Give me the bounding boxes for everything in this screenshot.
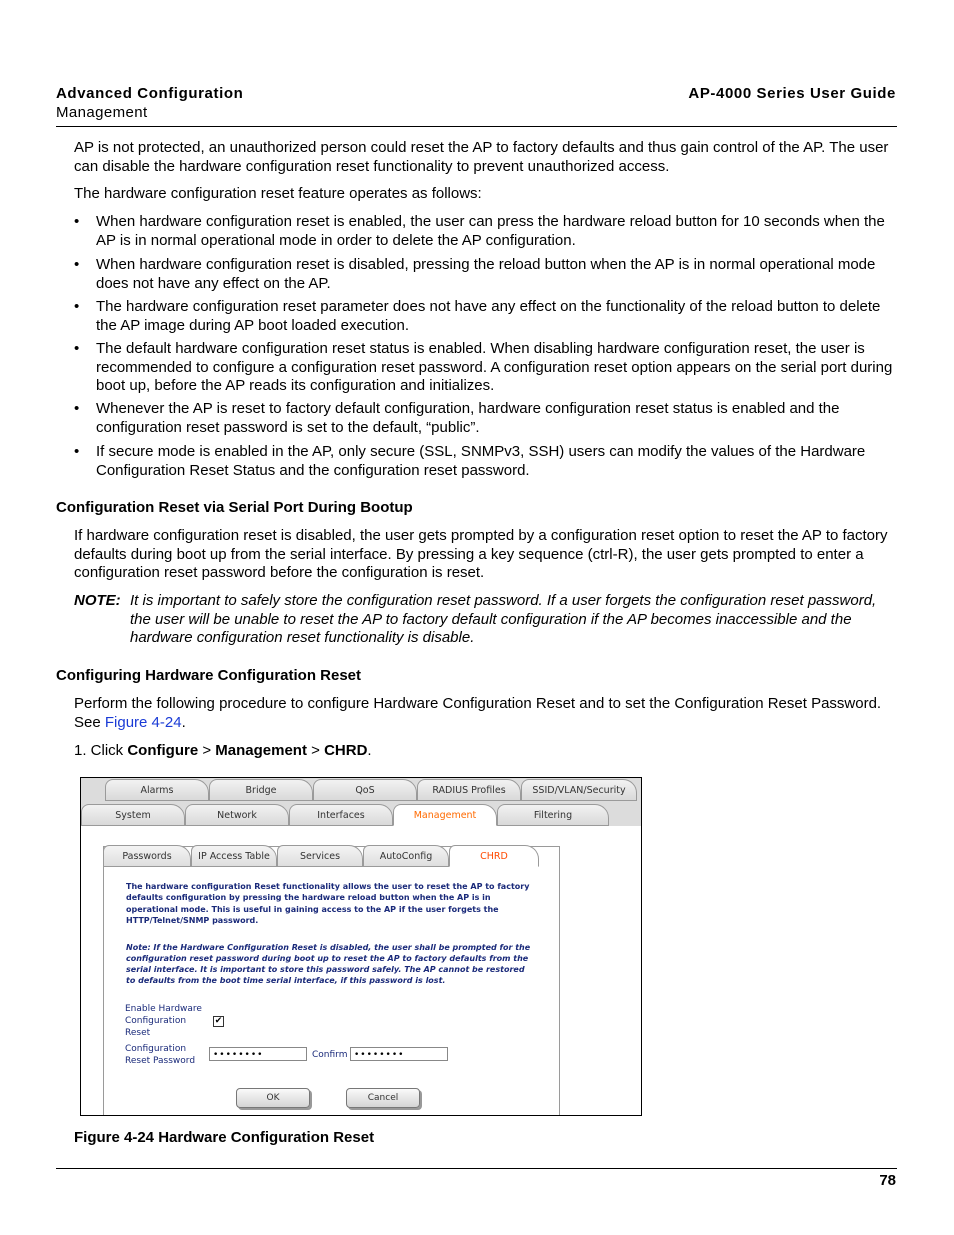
tab-system[interactable]: System: [81, 804, 185, 826]
chrd-screenshot: [80, 777, 642, 1116]
operates-paragraph: The hardware configuration reset feature operates as follows:: [74, 185, 482, 202]
tab-interfaces[interactable]: Interfaces: [289, 804, 393, 826]
step-1: [74, 742, 900, 761]
procedure-paragraph: [74, 695, 900, 732]
subtab-services[interactable]: Services: [277, 845, 363, 867]
bullet-text: If secure mode is enabled in the AP, only secure (SSL, SNMPv3, SSH) users can modify the values of the Hardware Configuration Reset Status and the configuration reset password.: [96, 443, 866, 479]
bullet-text: When hardware configuration reset is enabled, the user can press the hardware reload button for 10 seconds when the AP is in normal operational mode in order to delete the AP configuration.: [96, 213, 885, 249]
tab-alarms[interactable]: Alarms: [105, 779, 209, 801]
bullet-text: Whenever the AP is reset to factory default configuration, hardware configuration reset status is enabled and the configuration reset password is set to the default, “public”.: [96, 400, 840, 436]
note-block: [74, 592, 900, 648]
step-separator: >: [198, 742, 216, 759]
bullet-text: When hardware configuration reset is disabled, pressing the reload button when the AP is in normal operational mode does not have any effect on the AP.: [96, 256, 876, 292]
heading-configuring: Configuring Hardware Configuration Reset: [56, 667, 362, 684]
procedure-text: Perform the following procedure to configure Hardware Configuration Reset and to set the Configuration Reset Password. See: [74, 695, 882, 731]
step-end: .: [367, 742, 372, 759]
header-section: Advanced Configuration: [56, 85, 244, 102]
intro-paragraph: AP is not protected, an unauthorized person could reset the AP to factory defaults and thus gain control of the AP. The user can disable the hardware configuration reset functionality to prevent unauthorized access.: [74, 139, 889, 175]
cancel-button[interactable]: Cancel: [346, 1088, 420, 1108]
step-chrd: CHRD: [324, 742, 368, 759]
tab-management[interactable]: Management: [393, 804, 497, 826]
bullet-item: • The default hardware configuration reset status is enabled. When disabling hardware configuration reset, the user is recommended to configure a configuration reset password. A configuration reset option appears on the serial port during boot up, before the AP reads its configuration and initializes.: [74, 340, 900, 396]
reset-password-input[interactable]: ••••••••: [209, 1047, 307, 1061]
chrd-description: The hardware configuration Reset functionality allows the user to reset the AP to factory defaults configuration by pressing the hardware reload button when the AP is in operational mode. This is useful in gaining access to the AP if the user forgets the HTTP/Telnet/SNMP password.: [126, 882, 530, 925]
page-number: 78: [879, 1172, 896, 1189]
figure-link[interactable]: Figure 4-24: [104, 713, 182, 731]
subtab-autoconfig[interactable]: AutoConfig: [363, 845, 449, 867]
bullet-text: The default hardware configuration reset status is enabled. When disabling hardware configuration reset, the user is recommended to configure a configuration reset password. A configuration reset option appears on the serial port during boot up, before the AP reads its configuration and initializes.: [96, 340, 893, 395]
chrd-note: Note: If the Hardware Configuration Reset is disabled, the user shall be prompted for the configuration reset password during boot up to reset the AP to factory defaults from the serial interface. It is important to store this password safely. The AP cannot be restored to defaults from the boot time serial interface, if this password is lost.: [126, 943, 531, 985]
step-configure: Configure: [127, 742, 199, 759]
bullet-item: • When hardware configuration reset is disabled, pressing the reload button when the AP is in normal operational mode does not have any effect on the AP.: [74, 256, 900, 293]
ok-button[interactable]: OK: [236, 1088, 310, 1108]
note-label: NOTE:: [74, 592, 121, 609]
reset-password-label: Configuration Reset Password: [125, 1044, 196, 1066]
bullet-item: • If secure mode is enabled in the AP, only secure (SSL, SNMPv3, SSH) users can modify the values of the Hardware Configuration Reset Status and the configuration reset password.: [74, 443, 900, 480]
bullet-text: The hardware configuration reset parameter does not have any effect on the functionality of the reload button to delete the AP image during AP boot loaded execution.: [96, 298, 881, 334]
confirm-password-input[interactable]: ••••••••: [350, 1047, 448, 1061]
figure-caption: Figure 4-24 Hardware Configuration Reset: [74, 1129, 375, 1146]
bullet-item: • Whenever the AP is reset to factory default configuration, hardware configuration reset status is enabled and the configuration reset password is set to the default, “public”.: [74, 400, 900, 437]
subtab-passwords[interactable]: Passwords: [103, 845, 191, 867]
bullet-item: • When hardware configuration reset is enabled, the user can press the hardware reload button for 10 seconds when the AP is in normal operational mode in order to delete the AP configuration.: [74, 213, 900, 250]
step-management: Management: [215, 742, 307, 759]
procedure-end: .: [181, 713, 186, 731]
header-rule: [56, 126, 897, 127]
tab-bridge[interactable]: Bridge: [209, 779, 313, 801]
header-subsection: Management: [56, 104, 148, 121]
bullet-item: • The hardware configuration reset parameter does not have any effect on the functionality of the reload button to delete the AP image during AP boot loaded execution.: [74, 298, 900, 335]
serial-paragraph: If hardware configuration reset is disabled, the user gets prompted by a configuration reset option to reset the AP to factory defaults during boot up from the serial interface. By pressing a key sequence (ctrl-R), the user gets prompted to enter a configuration reset password before the configuration is reset.: [74, 527, 888, 582]
tab-network[interactable]: Network: [185, 804, 289, 826]
heading-serial: Configuration Reset via Serial Port During Bootup: [56, 499, 413, 516]
enable-hardware-reset-label: Enable Hardware Configuration Reset: [125, 1004, 202, 1038]
tab-filtering[interactable]: Filtering: [497, 804, 609, 826]
enable-hardware-reset-checkbox[interactable]: ✔: [214, 1016, 223, 1026]
tab-qos[interactable]: QoS: [313, 779, 417, 801]
header-guide-title: AP-4000 Series User Guide: [688, 85, 896, 102]
tab-ssid-vlan-security[interactable]: SSID/VLAN/Security: [521, 779, 637, 801]
step-separator: >: [306, 742, 325, 759]
confirm-label: Confirm: [312, 1050, 348, 1060]
subtab-chrd[interactable]: CHRD: [449, 845, 539, 867]
subtab-ip-access-table[interactable]: IP Access Table: [191, 845, 277, 867]
step-prefix: 1. Click: [74, 742, 128, 759]
note-text: It is important to safely store the configuration reset password. If a user forgets the configuration reset password, the user will be unable to reset the AP to factory default configuration if the AP becomes inaccessible and the hardware configuration reset functionality is disable.: [130, 592, 877, 647]
footer-rule: [56, 1168, 897, 1169]
tab-radius-profiles[interactable]: RADIUS Profiles: [417, 779, 521, 801]
